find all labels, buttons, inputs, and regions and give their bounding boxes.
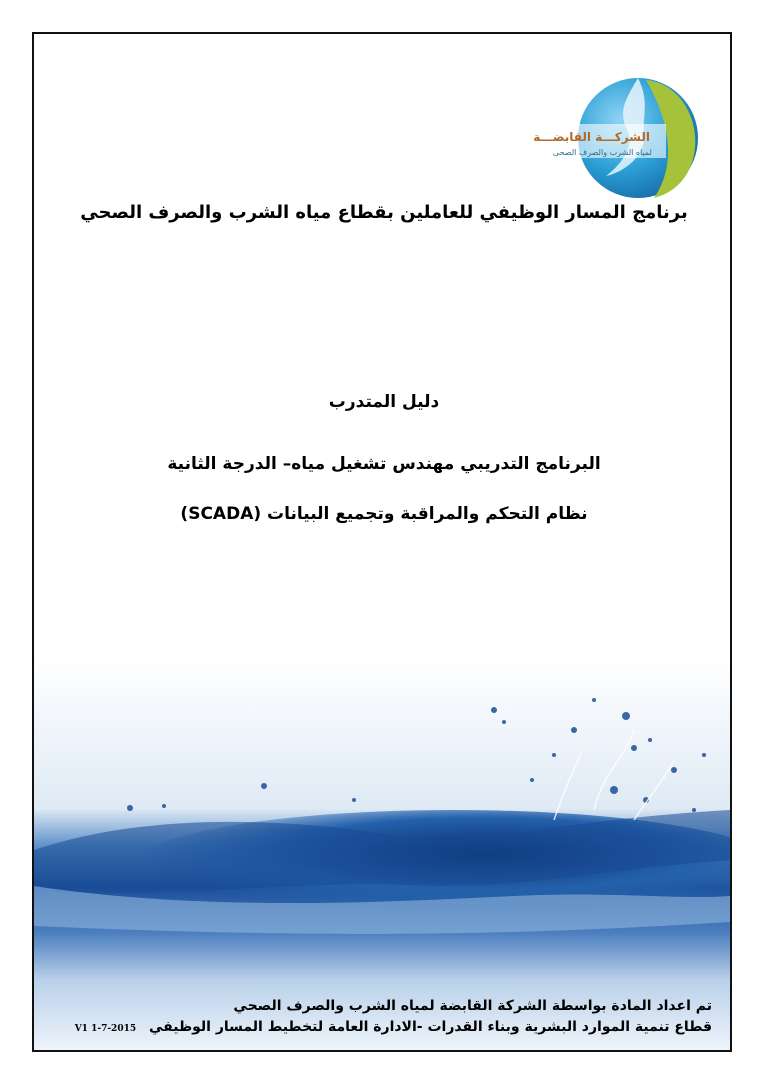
footer-line-2-text: قطاع تنمية الموارد البشرية وبناء القدرات -الادارة العامة لتخطيط المسار الوظيفي [149,1019,712,1035]
system-name-heading: نظام التحكم والمراقبة وتجميع البيانات (SCADA) [180,504,588,524]
page-border-frame [32,32,732,1052]
logo-name-line1: الشركـــة القابضـــة [533,130,650,144]
footer-line-2 [75,1017,712,1040]
footer-credits [75,996,712,1040]
version-label: V1 1-7-2015 [74,1024,137,1034]
training-program-heading: البرنامج التدريبي مهندس تشغيل مياه– الدرجة الثانية [167,454,601,474]
logo-name-line2: لمياه الشرب والصرف الصحى [552,148,652,157]
footer-line-1: تم اعداد المادة بواسطة الشركة القابضة لمياه الشرب والصرف الصحي [233,998,712,1014]
water-splash-image [34,660,730,1050]
trainee-guide-heading: دليل المتدرب [328,392,440,412]
company-logo [533,72,702,210]
program-title: برنامج المسار الوظيفي للعاملين بقطاع مياه الشرب والصرف الصحي [80,202,688,223]
